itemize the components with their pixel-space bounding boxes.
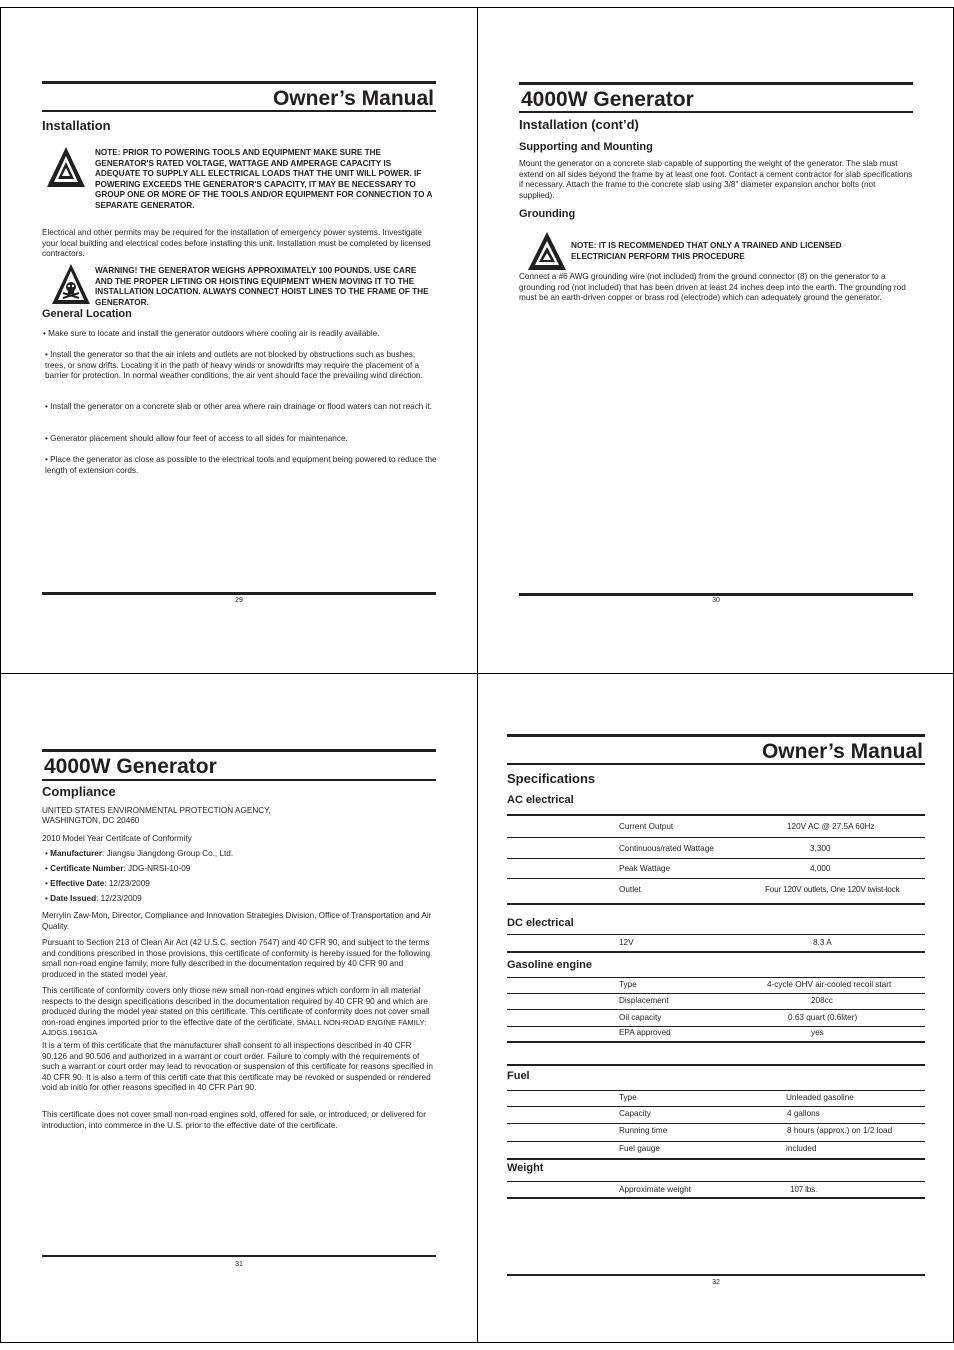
- coverage-paragraph: This certificate of conformity covers only those new small non-road engines which conform in all material respects to the design specifications described in the documentation required by 40 CFR 90 and which are produced during the model year stated on this certificate. This certificate of conformity does not cover small non-road engines imported prior to the effective date of the certificate. SMALL NON-ROAD ENGINE FAMILY: AJDGS.1961GA: [42, 986, 430, 1037]
- table-rule: [507, 977, 925, 978]
- spec-label: Type: [619, 980, 637, 989]
- skull-hazard-icon: [51, 263, 91, 305]
- table-rule: [507, 993, 925, 994]
- fuel-heading: Fuel: [507, 1070, 530, 1082]
- footer-rule: [507, 1274, 925, 1276]
- section-heading: Specifications: [507, 771, 596, 786]
- spec-value: 120V AC @ 27.5A 60Hz: [787, 822, 875, 831]
- table-rule: [507, 1026, 925, 1027]
- list-item: • Install the generator so that the air inlets and outlets are not blocked by obstructions such as bushes, trees, or snow drifts. Locating it in the path of heavy winds or snowdrifts may require the placement of a barrier for protection. In normal weather conditions, the air vent should face the prevailing wind direction.: [45, 350, 423, 380]
- table-rule: [507, 1064, 925, 1066]
- weight-warning: WARNING! THE GENERATOR WEIGHS APPROXIMATELY 100 POUNDS. USE CARE AND THE PROPER LIFTING OR HOISTING EQUIPMENT WHEN MOVING IT TO THE INSTALLATION LOCATION. ALWAYS CONNECT HOIST LINES TO THE FRAME OF THE GENERATOR.: [95, 266, 429, 307]
- table-rule: [507, 837, 925, 838]
- agency-line-2: WASHINGTON, DC 20460: [42, 816, 140, 825]
- spec-label: Capacity: [619, 1109, 651, 1118]
- engine-family: SMALL NON-ROAD ENGINE FAMILY: AJDGS.1961GA: [42, 1017, 427, 1037]
- table-rule: [507, 1041, 925, 1043]
- table-rule: [507, 1197, 925, 1199]
- spec-label: 12V: [619, 938, 634, 947]
- table-rule: [507, 903, 925, 905]
- list-item: • Effective Date: 12/23/2009: [45, 879, 150, 888]
- footer-rule: [519, 593, 913, 596]
- page-title: 4000W Generator: [519, 82, 913, 113]
- spec-label: Type: [619, 1093, 637, 1102]
- list-item: • Place the generator as close as possible to the electrical tools and equipment being powered to reduce the length of extension cords.: [45, 455, 437, 475]
- inspection-paragraph: It is a term of this certificate that the manufacturer shall consent to all inspections described in 40 CFR 90.126 and 90.506 and authorized in a warrant or court order. Failure to comply with the requirements of such a warrant or court order may lead to revocation or suspension of this certificate for reasons specified in 40 CFR 90. It is also a term of this certifi cate that this certificate may be revoked or suspended or rendered void ab initio for other reasons specified in 40 CFR Part 90.: [42, 1041, 433, 1092]
- page-number: 29: [235, 597, 243, 604]
- list-item: • Generator placement should allow four feet of access to all sides for maintenance.: [45, 434, 348, 443]
- subsection-heading: Grounding: [519, 208, 576, 220]
- grounding-paragraph: Connect a #6 AWG grounding wire (not included) from the ground connector (8) on the generator to a grounding rod (not included) that has been driven at least 24 inches deep into the earth. The grounding rod must be an earth-driven copper or brass rod (electrode) which can adequately ground the generator.: [519, 272, 906, 302]
- spec-label: Displacement: [619, 996, 669, 1005]
- table-rule: [507, 934, 925, 935]
- page-title: Owner’s Manual: [507, 734, 925, 765]
- spec-value: yes: [811, 1028, 824, 1037]
- table-rule: [507, 1141, 925, 1142]
- spec-value: 4 gallons: [787, 1109, 820, 1118]
- page-32: [477, 673, 954, 1343]
- certificate-year: 2010 Model Year Certifcate of Conformity: [42, 834, 192, 843]
- list-item: • Certificate Number: JDG-NRSI-10-09: [45, 864, 191, 873]
- footer-rule: [42, 592, 436, 595]
- list-item: • Make sure to locate and install the generator outdoors where cooling air is readily available.: [43, 329, 380, 338]
- signer-paragraph: Merrylin Zaw-Mon, Director, Compliance and Innovation Strategies Division, Office of Transportation and Air Quality.: [42, 911, 432, 931]
- table-rule: [507, 858, 925, 859]
- pursuant-paragraph: Pursuant to Section 213 of Clean Air Act (42 U.S.C. section 7547) and 40 CFR 90, and subject to the terms and conditions prescribed in those provisions, this certificate of conformity is hereby issued for the following small non-road engine family, more fully described in the documentation required by 40 CFR 90 and produced in the stated model year.: [42, 938, 431, 979]
- spec-label: Oil capacity: [619, 1013, 662, 1022]
- exclusion-paragraph: This certificate does not cover small non-road engines sold, offered for sale, or introduced, or delivered for introduction, into commerce in the U.S. prior to the effective date of the certificate.: [42, 1110, 426, 1130]
- spec-value: 107 lbs.: [790, 1185, 818, 1194]
- ac-heading: AC electrical: [507, 794, 574, 806]
- page-31: [0, 673, 478, 1343]
- section-heading: Installation: [42, 118, 111, 133]
- page-29: [0, 7, 478, 674]
- footer-rule: [42, 1255, 436, 1257]
- table-rule: [507, 878, 925, 879]
- page-number: 31: [235, 1261, 243, 1268]
- dc-heading: DC electrical: [507, 917, 574, 929]
- table-rule: [507, 1181, 925, 1182]
- section-heading: Installation (cont’d): [519, 117, 639, 132]
- electrician-note: NOTE: IT IS RECOMMENDED THAT ONLY A TRAINED AND LICENSED ELECTRICIAN PERFORM THIS PROCEDURE: [571, 241, 842, 261]
- page-title: 4000W Generator: [42, 749, 436, 781]
- table-rule: [507, 951, 925, 953]
- spec-value: Unleaded gasoline: [786, 1093, 854, 1102]
- list-item: • Manufacturer: Jiangsu Jiangdong Group Co., Ltd.: [45, 849, 234, 858]
- spec-label: Current Output: [619, 822, 674, 831]
- spec-label: Continuous/rated Wattage: [619, 844, 714, 853]
- subsection-heading: Supporting and Mounting: [519, 141, 653, 153]
- weight-heading: Weight: [507, 1162, 544, 1174]
- spec-label: Approximate weight: [619, 1185, 691, 1194]
- spec-value: 4-cycle OHV air-cooled recoil start: [767, 980, 892, 989]
- warning-triangle-icon: [527, 231, 567, 271]
- mounting-paragraph: Mount the generator on a concrete slab capable of supporting the weight of the generator. The slab must extend on all sides beyond the frame by at least one foot. Contact a cement contractor for slab specifications if necessary. Attach the frame to the concrete slab using 3/8" diameter expansion anchor bolts (not supplied).: [519, 159, 913, 200]
- agency-line-1: UNITED STATES ENVIRONMENTAL PROTECTION AGENCY,: [42, 806, 271, 815]
- spec-label: EPA approved: [619, 1028, 671, 1037]
- spec-value: 4,000: [810, 864, 831, 873]
- spec-value: 0.63 quart (0.6liter): [788, 1013, 858, 1022]
- warning-triangle-icon: [46, 146, 86, 188]
- table-rule: [507, 1009, 925, 1010]
- spec-value: 8.3 A: [813, 938, 832, 947]
- list-item: • Install the generator on a concrete slab or other area where rain drainage or flood waters can not reach it.: [45, 402, 432, 411]
- table-rule: [507, 1158, 925, 1160]
- table-rule: [507, 1106, 925, 1107]
- list-item: • Date Issued: 12/23/2009: [45, 894, 142, 903]
- section-heading: Compliance: [42, 784, 116, 799]
- table-rule: [507, 1123, 925, 1124]
- page-number: 32: [712, 1279, 720, 1286]
- spec-label: Outlet: [619, 885, 641, 894]
- spec-value: Four 120V outlets, One 120V twist-lock: [765, 885, 900, 894]
- capacity-note: NOTE: PRIOR TO POWERING TOOLS AND EQUIPMENT MAKE SURE THE GENERATOR'S RATED VOLTAGE, WATTAGE AND AMPERAGE CAPACITY IS ADEQUATE TO SUPPLY ALL ELECTRICAL LOADS THAT THE UNIT WILL POWER. IF POWERING EXCEEDS THE GENERATOR'S CAPACITY, IT MAY BE NECESSARY TO GROUP ONE OR MORE OF THE TOOLS AND/OR EQUIPMENT FOR CONNECTION TO A SEPARATE GENERATOR.: [95, 148, 433, 210]
- page-number: 30: [712, 597, 720, 604]
- table-rule: [507, 1090, 925, 1091]
- spec-label: Fuel gauge: [619, 1144, 660, 1153]
- spec-value: 3,300: [810, 844, 831, 853]
- gasoline-heading: Gasoline engine: [507, 959, 592, 971]
- page-title: Owner’s Manual: [42, 81, 436, 112]
- spec-value: 208cc: [811, 996, 833, 1005]
- permits-paragraph: Electrical and other permits may be required for the installation of emergency power systems. Investigate your local building and electrical codes before installing this unit. Installation must be completed by licensed contractors.: [42, 228, 431, 258]
- subsection-heading: General Location: [42, 308, 132, 320]
- spec-label: Running time: [619, 1126, 668, 1135]
- spec-value: 8 hours (approx.) on 1/2 load: [787, 1126, 893, 1135]
- spec-label: Peak Wattage: [619, 864, 671, 873]
- table-rule: [507, 814, 925, 816]
- page-30: [477, 7, 954, 674]
- spec-value: included: [786, 1144, 817, 1153]
